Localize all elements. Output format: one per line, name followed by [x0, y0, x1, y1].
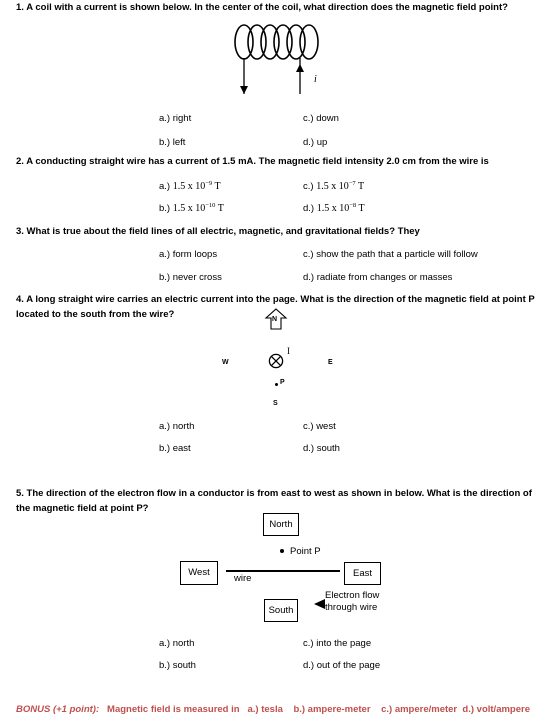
- wire-current-label: I: [287, 346, 290, 356]
- current-into-page-icon: [268, 353, 284, 369]
- coil-diagram: [225, 20, 325, 100]
- east-box: East: [344, 562, 381, 585]
- q2-option-a-value: 1.5 x $10^{-9}$ T: [172, 180, 221, 192]
- electron-flow-line2: through wire: [325, 602, 378, 613]
- question-4-text-line2: located to the south from the wire?: [16, 309, 175, 320]
- q4-option-d[interactable]: d.) south: [303, 443, 340, 454]
- point-p-dot-2: [280, 549, 284, 553]
- q2-option-b[interactable]: [159, 202, 224, 214]
- bonus-option-b[interactable]: b.) ampere-meter: [293, 704, 371, 715]
- question-4-text-line1: 4. A long straight wire carries an electric current into the page. What is the direction of the magnetic field at point P: [16, 294, 535, 305]
- q2-option-d-label: d.): [303, 203, 315, 214]
- south-box: South: [264, 599, 298, 622]
- q3-option-a[interactable]: a.) form loops: [159, 249, 218, 260]
- q2-option-b-label: b.): [159, 203, 171, 214]
- wire-label: wire: [234, 573, 252, 584]
- point-p-dot: [275, 383, 278, 386]
- q3-option-c[interactable]: c.) show the path that a particle will follow: [303, 249, 478, 260]
- question-5-text-line2: the magnetic field at point P?: [16, 503, 149, 514]
- q1-option-b[interactable]: b.) left: [159, 137, 186, 148]
- north-label: N: [272, 316, 278, 323]
- q5-option-c[interactable]: c.) into the page: [303, 638, 372, 649]
- question-1-text: 1. A coil with a current is shown below. In the center of the coil, what direction does the magnetic field point?: [16, 2, 508, 13]
- west-label: W: [222, 359, 229, 366]
- q2-option-a[interactable]: [159, 180, 221, 192]
- wire-line: [226, 570, 340, 572]
- point-p-text: Point P: [290, 546, 321, 557]
- q1-option-a[interactable]: a.) right: [159, 113, 192, 124]
- q2-option-b-value: 1.5 x $10^{-10}$ T: [172, 202, 224, 214]
- q5-option-b[interactable]: b.) south: [159, 660, 196, 671]
- bonus-option-d[interactable]: d.) volt/ampere: [462, 704, 530, 715]
- bonus-option-a[interactable]: a.) tesla: [247, 704, 283, 715]
- east-label: E: [328, 359, 333, 366]
- q5-option-a[interactable]: a.) north: [159, 638, 195, 649]
- q2-option-c-label: c.): [303, 181, 314, 192]
- bonus-lead: BONUS (+1 point):: [16, 704, 100, 715]
- q3-option-b[interactable]: b.) never cross: [159, 272, 222, 283]
- coil-current-label: i: [314, 74, 317, 85]
- q2-option-c-value: 1.5 x $10^{-7}$ T: [316, 180, 365, 192]
- q2-option-a-label: a.): [159, 181, 171, 192]
- q2-option-d-value: 1.5 x $10^{-8}$ T: [316, 202, 365, 214]
- question-3-text: 3. What is true about the field lines of all electric, magnetic, and gravitational fields? They: [16, 226, 420, 237]
- q1-option-d[interactable]: d.) up: [303, 137, 328, 148]
- point-p-label: P: [280, 379, 285, 386]
- q2-option-d[interactable]: [303, 202, 365, 214]
- q4-option-b[interactable]: b.) east: [159, 443, 191, 454]
- q4-option-a[interactable]: a.) north: [159, 421, 195, 432]
- q4-option-c[interactable]: c.) west: [303, 421, 336, 432]
- electron-flow-line1: Electron flow: [325, 590, 380, 601]
- q1-option-c[interactable]: c.) down: [303, 113, 339, 124]
- q2-option-c[interactable]: [303, 180, 364, 192]
- bonus-text: Magnetic field is measured in: [107, 704, 240, 715]
- south-label: S: [273, 400, 278, 407]
- question-5-text-line1: 5. The direction of the electron flow in a conductor is from east to west as shown in below. What is the direction of: [16, 488, 532, 499]
- north-box: North: [263, 513, 299, 536]
- electron-flow-label: [325, 590, 379, 614]
- bonus-question: [16, 704, 530, 715]
- west-box: West: [180, 561, 218, 585]
- q5-option-d[interactable]: d.) out of the page: [303, 660, 381, 671]
- q3-option-d[interactable]: d.) radiate from changes or masses: [303, 272, 453, 283]
- bonus-option-c[interactable]: c.) ampere/meter: [381, 704, 458, 715]
- question-2-text: 2. A conducting straight wire has a current of 1.5 mA. The magnetic field intensity 2.0 cm from the wire is: [16, 156, 489, 167]
